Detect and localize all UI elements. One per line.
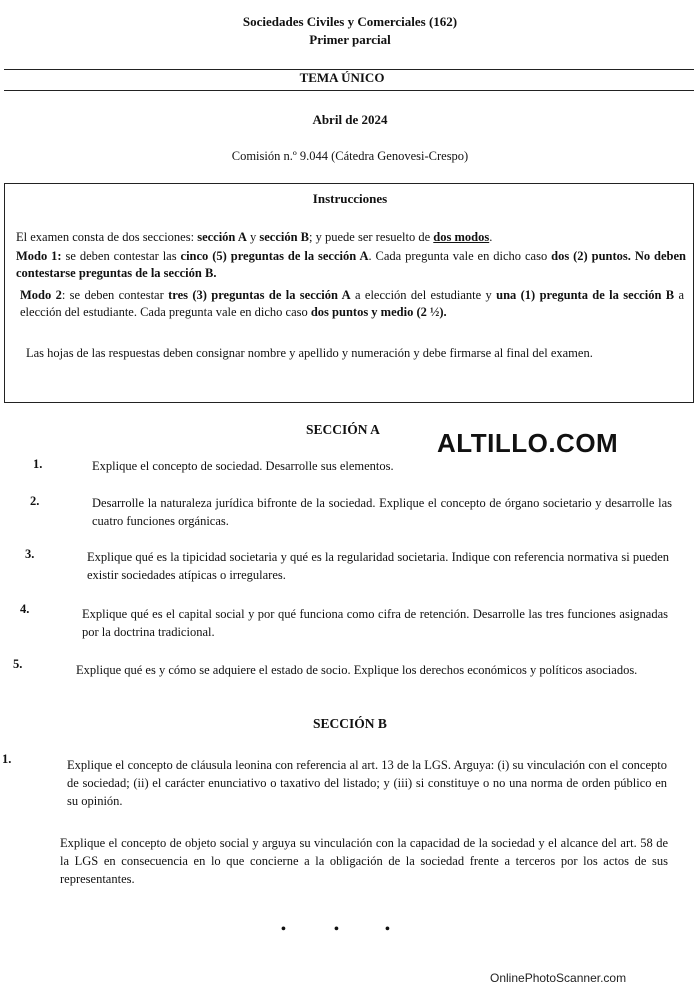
section-b-q1-text: Explique el concepto de cláusula leonina con referencia al art. 13 de la LGS. Arguya: (i) su vinculación con el concepto de sociedad; (ii) el carácter enunciativo o taxativo del listado; y (iii) si constituye o no una norma de orden público en su opinión. xyxy=(67,758,667,808)
section-a-q2-number: 2. xyxy=(30,494,40,508)
section-a-q3-text: Explique qué es la tipicidad societaria y qué es la regularidad societaria. Indique con referencia normativa si pueden existir sociedades atípicas o irregulares. xyxy=(87,550,669,582)
commission-info: Comisión n.º 9.044 (Cátedra Genovesi-Crespo) xyxy=(231,149,469,163)
section-a-q4-number: 4. xyxy=(20,602,30,616)
section-a-q1-text: Explique el concepto de sociedad. Desarrolle sus elementos. xyxy=(92,459,394,473)
separator-dot-2: • xyxy=(334,922,339,937)
instructions-paragraph-4: Las hojas de las respuestas deben consignar nombre y apellido y numeración y debe firmarse al final del examen. xyxy=(26,346,593,360)
section-a-q4-text: Explique qué es el capital social y por qué funciona como cifra de retención. Desarrolle las tres funciones asignadas por la doctrina tradicional. xyxy=(82,607,668,639)
instructions-title: Instrucciones xyxy=(312,191,388,206)
section-a-title: SECCIÓN A xyxy=(306,422,380,437)
instructions-mode-1: Modo 1: se deben contestar las cinco (5) preguntas de la sección A. Cada pregunta vale en dicho caso dos (2) puntos. No deben contestarse preguntas de la sección B. xyxy=(16,249,686,280)
tema-bottom-rule xyxy=(4,90,694,91)
watermark: ALTILLO.COM xyxy=(437,428,619,458)
section-a-q2-text: Desarrolle la naturaleza jurídica bifronte de la sociedad. Explique el concepto de órgano societario y desarrolle las cuatro funciones orgánicas. xyxy=(92,496,672,528)
instructions-mode-2: Modo 2: se deben contestar tres (3) preguntas de la sección A a elección del estudiante y una (1) pregunta de la sección B a elección del estudiante. Cada pregunta vale en dicho caso dos puntos y medio (2 ½). xyxy=(20,288,684,319)
exam-date: Abril de 2024 xyxy=(312,112,388,127)
section-b-title: SECCIÓN B xyxy=(313,716,387,731)
section-a-q3-number: 3. xyxy=(25,547,35,561)
separator-dot-3: • xyxy=(385,922,390,937)
footer-brand: OnlinePhotoScanner.com xyxy=(490,971,627,985)
separator-dot-1: • xyxy=(281,922,286,937)
section-a-q1-number: 1. xyxy=(33,457,43,471)
section-b-q2-text: Explique el concepto de objeto social y arguya su vinculación con la capacidad de la sociedad y el alcance del art. 58 de la LGS en consecuencia en lo que concierne a la obligación de la sociedad frente a terceros por los actos de sus representantes. xyxy=(60,836,668,886)
course-title: Sociedades Civiles y Comerciales (162) xyxy=(242,14,458,29)
section-b-q1-number: 1. xyxy=(2,752,12,766)
exam-title: Primer parcial xyxy=(309,32,391,47)
instructions-paragraph-1: El examen consta de dos secciones: sección A y sección B; y puede ser resuelto de dos modos. xyxy=(16,230,493,244)
section-a-q5-number: 5. xyxy=(13,657,23,671)
tema-label: TEMA ÚNICO xyxy=(299,70,385,85)
section-a-q5-text: Explique qué es y cómo se adquiere el estado de socio. Explique los derechos económicos y políticos asociados. xyxy=(76,663,638,677)
